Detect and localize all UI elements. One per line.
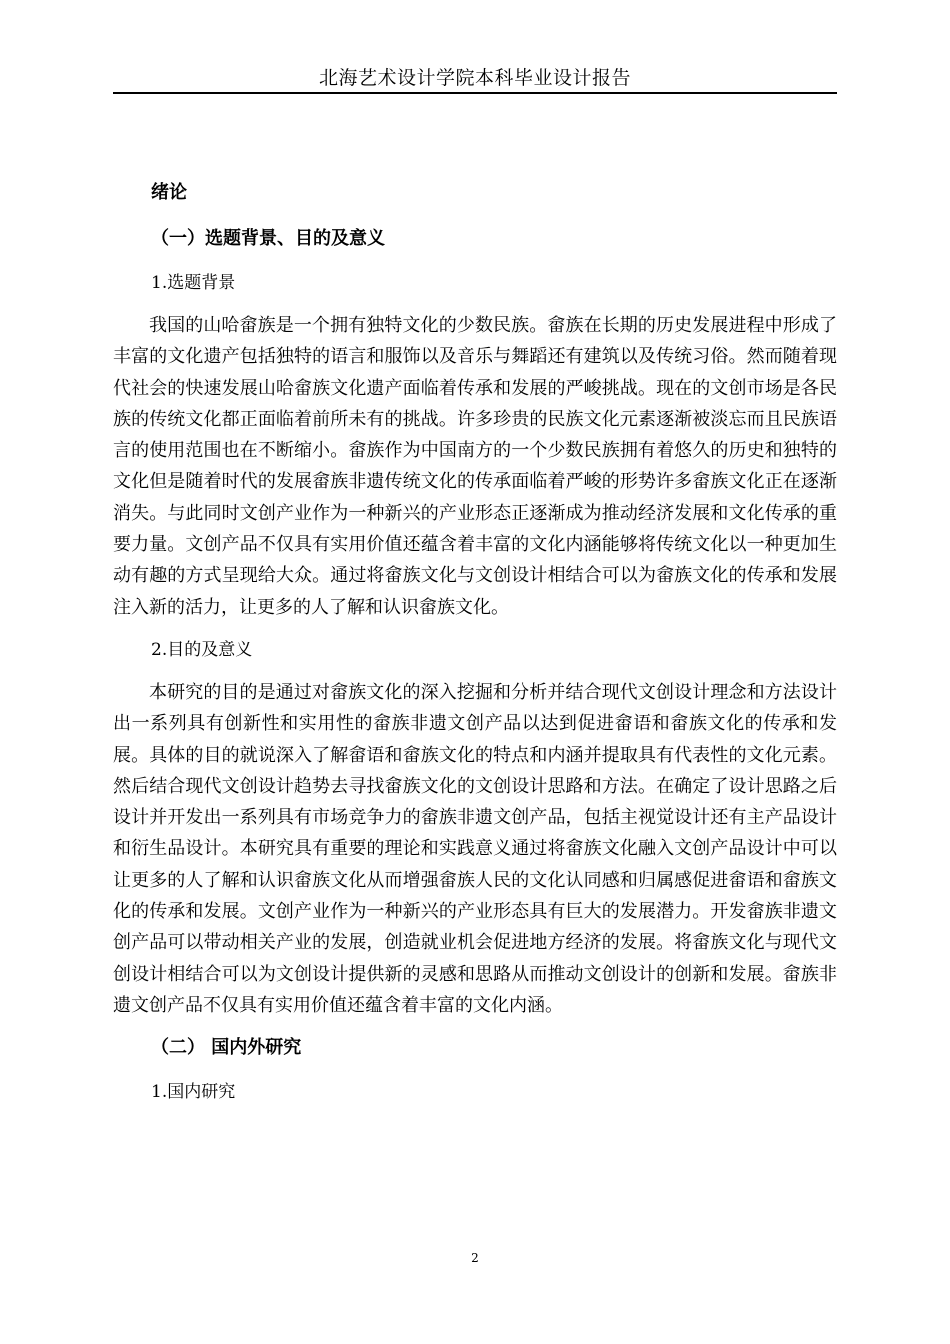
- subheading-domestic-research: 1.国内研究: [151, 1082, 236, 1103]
- section-heading-research: （二） 国内外研究: [151, 1037, 302, 1059]
- chapter-title: 绪论: [151, 182, 187, 203]
- section-heading-background: （一）选题背景、目的及意义: [151, 228, 385, 249]
- document-body: [113, 178, 837, 1119]
- page-header-title: 北海艺术设计学院本科毕业设计报告: [318, 67, 631, 89]
- page-number: 2: [471, 1251, 479, 1265]
- header-divider: [113, 92, 837, 94]
- subheading-topic-background: 1.选题背景: [151, 273, 236, 293]
- subheading-purpose-significance: 2.目的及意义: [151, 639, 253, 660]
- paragraph-purpose-significance: 本研究的目的是通过对畲族文化的深入挖掘和分析并结合现代文创设计理念和方法设计出一系列具有创新性和实用性的畲族非遗文创产品以达到促进畲语和畲族文化的传承和发展。具体的目的就说深入了解畲语和畲族文化的特点和内涵并提取具有代表性的文化元素。然后结合现代文创设计趋势去寻找畲族文化的文创设计思路和方法。在确定了设计思路之后设计并开发出一系列具有市场竞争力的畲族非遗文创产品，包括主视觉设计还有主产品设计和衍生品设计。本研究具有重要的理论和实践意义通过将畲族文化融入文创产品设计中可以让更多的人了解和认识畲族文化从而增强畲族人民的文化认同感和归属感促进畲语和畲族文化的传承和发展。文创产业作为一种新兴的产业形态具有巨大的发展潜力。开发畲族非遗文创产品可以带动相关产业的发展，创造就业机会促进地方经济的发展。将畲族文化与现代文创设计相结合可以为文创设计提供新的灵感和思路从而推动文创设计的创新和发展。畲族非遗文创产品不仅具有实用价值还蕴含着丰富的文化内涵。: [113, 681, 837, 1016]
- paragraph-topic-background: 我国的山哈畲族是一个拥有独特文化的少数民族。畲族在长期的历史发展进程中形成了丰富的文化遗产包括独特的语言和服饰以及音乐与舞蹈还有建筑以及传统习俗。然而随着现代社会的快速发展山哈畲族文化遗产面临着传承和发展的严峻挑战。现在的文创市场是各民族的传统文化都正面临着前所未有的挑战。许多珍贵的民族文化元素逐渐被淡忘而且民族语言的使用范围也在不断缩小。畲族作为中国南方的一个少数民族拥有着悠久的历史和独特的文化但是随着时代的发展畲族非遗传统文化的传承面临着严峻的形势许多畲族文化正在逐渐消失。与此同时文创产业作为一种新兴的产业形态正逐渐成为推动经济发展和文化传承的重要力量。文创产品不仅具有实用价值还蕴含着丰富的文化内涵能够将传统文化以一种更加生动有趣的方式呈现给大众。通过将畲族文化与文创设计相结合可以为畲族文化的传承和发展注入新的活力，让更多的人了解和认识畲族文化。: [113, 315, 837, 618]
